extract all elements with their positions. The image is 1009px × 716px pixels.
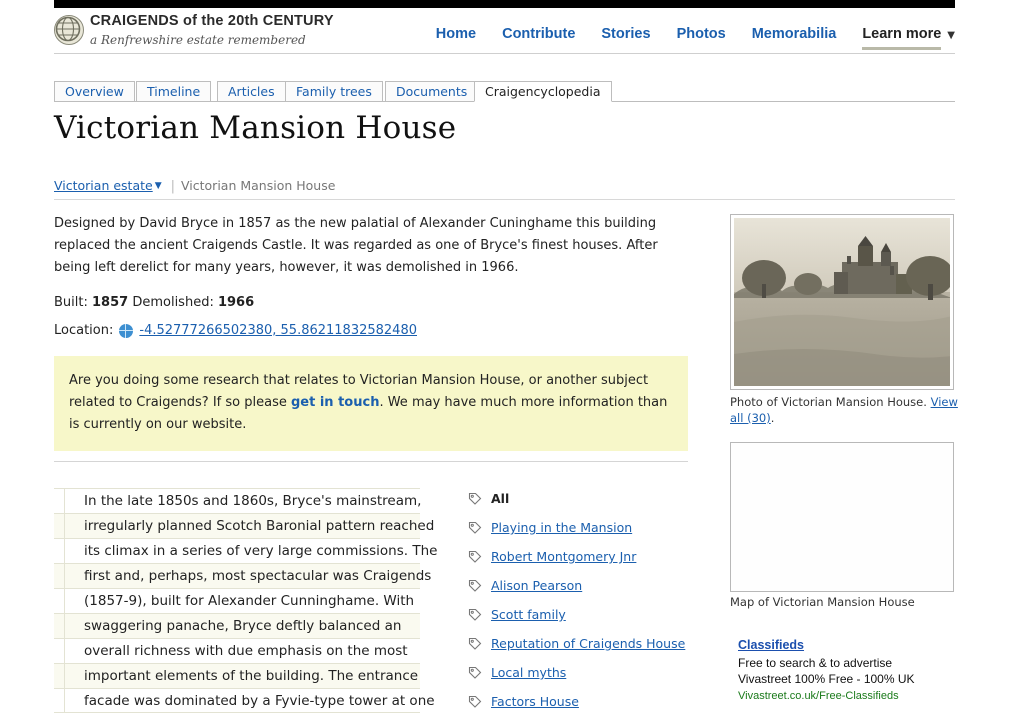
breadcrumb-separator: |: [170, 179, 176, 194]
ad-line-1: Free to search & to advertise: [738, 656, 893, 670]
main-navigation: [410, 26, 955, 50]
photo-caption-text: Photo of Victorian Mansion House.: [730, 395, 931, 409]
tag-label: Factors House: [491, 694, 579, 709]
breadcrumb-parent[interactable]: Victorian estate: [54, 178, 153, 193]
demolished-value: 1966: [217, 295, 255, 310]
tag-label: Scott family: [491, 607, 566, 622]
tag-icon: [468, 637, 482, 651]
top-strip: [0, 0, 1009, 8]
nav-item-photos[interactable]: Photos: [676, 26, 726, 42]
article-facts: [54, 295, 694, 310]
excerpt-line: swaggering panache, Bryce deftly balanced an: [54, 613, 420, 638]
tag-label: All: [491, 491, 510, 506]
tag-icon: [468, 550, 482, 564]
map-caption: Map of Victorian Mansion House: [730, 595, 915, 609]
nav-item-home[interactable]: Home: [435, 26, 477, 42]
article-content: [54, 213, 694, 451]
tab-craigencyclopedia[interactable]: Craigencyclopedia: [474, 81, 612, 102]
tag-icon: [468, 666, 482, 680]
notice-text-before: Are you doing some research that relates to Victorian Mansion House, or another subject related to Craigends? If so please: [69, 373, 649, 410]
photo-caption-end: .: [770, 411, 775, 425]
tag-item-local-myths[interactable]: [468, 658, 698, 687]
nav-item-contribute[interactable]: Contribute: [502, 26, 576, 42]
tag-icon: [468, 579, 482, 593]
tag-icon: [468, 608, 482, 622]
tag-label: Playing in the Mansion: [491, 520, 633, 535]
get-in-touch-link[interactable]: get in touch: [290, 395, 380, 410]
nav-item-learn-more[interactable]: Learn more: [862, 26, 941, 50]
article-body: Designed by David Bryce in 1857 as the new palatial of Alexander Cuninghame this building replaced the ancient Craigends Castle. It was regarded as one of Bryce's finest houses. After being left derelict for many years, however, it was demolished in 1966.: [54, 216, 658, 275]
demolished-label: Demolished:: [132, 295, 214, 310]
excerpt-line: its climax in a series of very large commissions. The: [54, 538, 420, 563]
excerpt-line: (1857-9), built for Alexander Cunninghame. With: [54, 588, 420, 613]
tag-label: Reputation of Craigends House: [491, 636, 686, 651]
tag-item-scott-family[interactable]: [468, 600, 698, 629]
coordinates-link[interactable]: -4.52777266502380, 55.86211832582480: [139, 323, 417, 338]
content-divider: [54, 461, 688, 462]
nav-item-memorabilia[interactable]: Memorabilia: [751, 26, 837, 42]
tag-item-robert-montgomery-jnr[interactable]: [468, 542, 698, 571]
site-title: CRAIGENDS of the 20th CENTURY: [90, 13, 334, 29]
tag-icon: [468, 695, 482, 709]
tag-icon: [468, 521, 482, 535]
section-tabs: [54, 81, 955, 102]
excerpt-line: important elements of the building. The entrance: [54, 663, 420, 688]
research-notice: [54, 356, 688, 451]
tag-item-reputation-of-craigends-house[interactable]: [468, 629, 698, 658]
tag-item-all[interactable]: [468, 484, 698, 513]
site-brand[interactable]: [90, 13, 334, 48]
nav-item-stories[interactable]: Stories: [601, 26, 651, 42]
notice-text-after: . We may have much more information than is currently on our website.: [69, 395, 668, 432]
site-tagline: a Renfrewshire estate remembered: [90, 33, 306, 47]
built-value: 1857: [92, 295, 129, 310]
excerpt-line: first and, perhaps, most spectacular was Craigends: [54, 563, 420, 588]
ad-line-2: Vivastreet 100% Free - 100% UK: [738, 672, 915, 686]
chevron-down-icon[interactable]: ▼: [947, 30, 955, 41]
excerpt-line: In the late 1850s and 1860s, Bryce's mainstream,: [54, 488, 420, 513]
location-label: Location:: [54, 323, 114, 338]
tag-icon: [468, 492, 482, 506]
excerpt-block: [54, 488, 438, 713]
tab-articles[interactable]: Articles: [217, 81, 286, 101]
tag-label: Alison Pearson: [491, 578, 583, 593]
top-strip-bar: [54, 0, 955, 8]
excerpt-line: facade was dominated by a Fyvie-type tower at one: [54, 688, 420, 713]
map-embed[interactable]: [730, 442, 954, 592]
photo-caption: [730, 394, 960, 426]
breadcrumb: [54, 178, 955, 200]
photo-thumbnail[interactable]: [730, 214, 954, 390]
globe-icon[interactable]: [119, 324, 133, 338]
tag-item-factors-house[interactable]: [468, 687, 698, 716]
tag-filter-list: [468, 484, 698, 716]
tag-label: Robert Montgomery Jnr: [491, 549, 637, 564]
ad-url[interactable]: Vivastreet.co.uk/Free-Classifieds: [738, 690, 899, 702]
article-location: [54, 323, 694, 338]
excerpt-line: irregularly planned Scotch Baronial pattern reached: [54, 513, 420, 538]
built-label: Built:: [54, 295, 88, 310]
tab-family-trees[interactable]: Family trees: [285, 81, 383, 101]
mansion-photo-image: [734, 218, 950, 386]
site-header: [54, 8, 955, 54]
tag-label: Local myths: [491, 665, 567, 680]
tab-overview[interactable]: Overview: [54, 81, 135, 101]
tab-timeline[interactable]: Timeline: [136, 81, 211, 101]
ad-heading-link[interactable]: Classifieds: [738, 638, 805, 652]
tab-documents[interactable]: Documents: [385, 81, 478, 101]
excerpt-line: overall richness with due emphasis on the most: [54, 638, 420, 663]
advertisement-block: [738, 638, 968, 704]
chevron-down-icon[interactable]: ▼: [154, 181, 162, 191]
page-title: Victorian Mansion House: [54, 110, 457, 146]
globe-logo-icon[interactable]: [54, 15, 84, 45]
breadcrumb-current: Victorian Mansion House: [181, 178, 336, 193]
tag-item-playing-in-the-mansion[interactable]: [468, 513, 698, 542]
view-all-photos-link[interactable]: View all (30): [730, 395, 958, 425]
tag-item-alison-pearson[interactable]: [468, 571, 698, 600]
